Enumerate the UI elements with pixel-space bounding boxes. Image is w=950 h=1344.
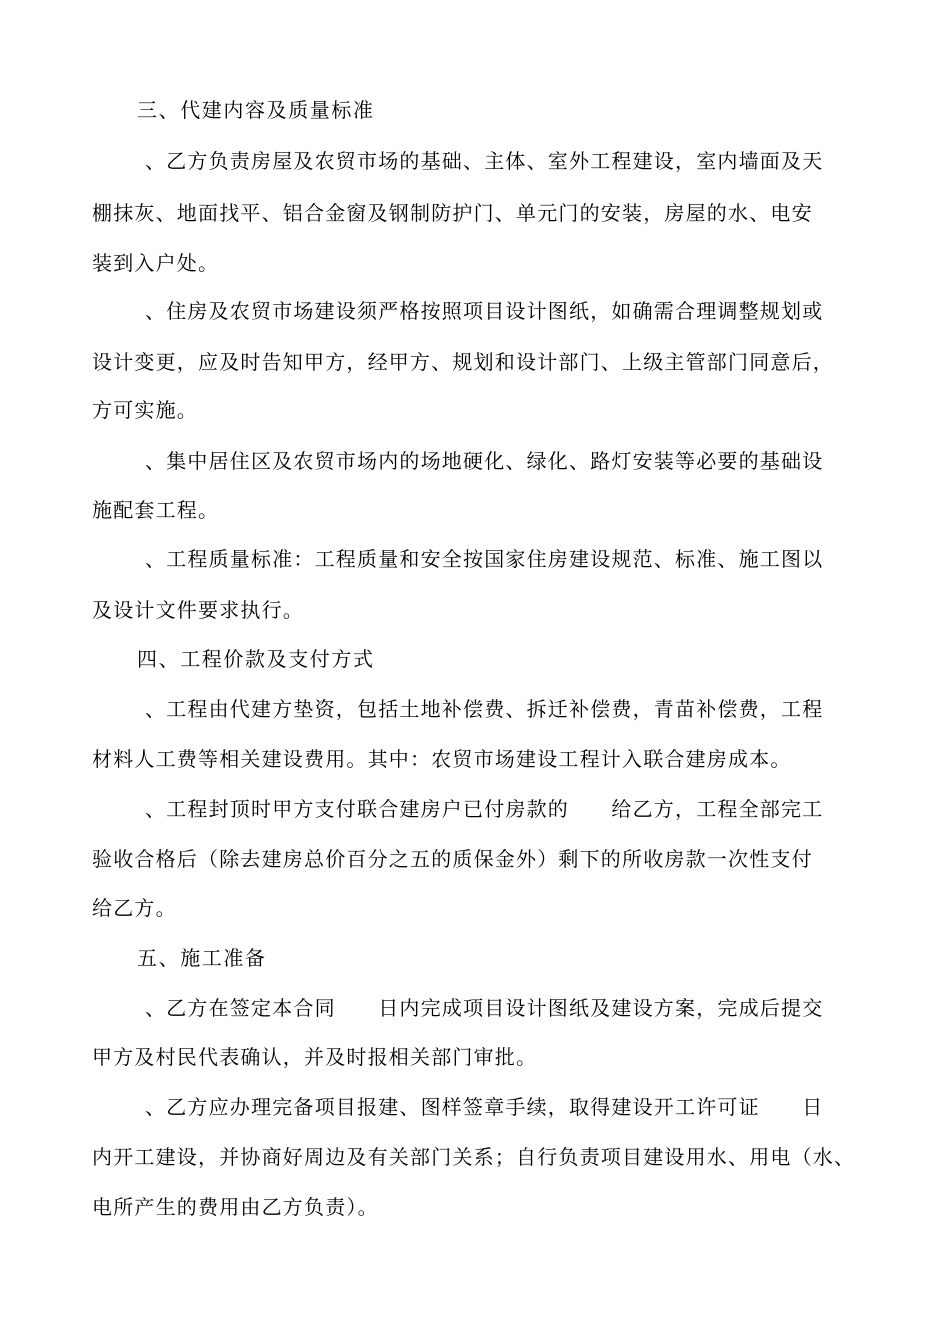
paragraph-line: 验收合格后（除去建房总价百分之五的质保金外）剩下的所收房款一次性支付 bbox=[92, 847, 813, 871]
paragraph-line: 设计变更，应及时告知甲方，经甲方、规划和设计部门、上级主管部门同意后， bbox=[92, 350, 834, 374]
paragraph-line: 给乙方。 bbox=[92, 896, 177, 920]
paragraph-line: 装到入户处。 bbox=[92, 251, 220, 275]
paragraph-line: 、集中居住区及农贸市场内的场地硬化、绿化、路灯安装等必要的基础设 bbox=[145, 449, 824, 473]
paragraph-line: 、工程封顶时甲方支付联合建房户已付房款的 给乙方，工程全部完工 bbox=[145, 797, 824, 821]
paragraph-line: 及设计文件要求执行。 bbox=[92, 598, 304, 622]
paragraph-line: 棚抹灰、地面找平、铝合金窗及钢制防护门、单元门的安装，房屋的水、电安 bbox=[92, 201, 813, 225]
section-heading-5: 五、施工准备 bbox=[137, 946, 267, 970]
paragraph-line: 方可实施。 bbox=[92, 398, 198, 422]
paragraph-line: 内开工建设，并协商好周边及有关部门关系；自行负责项目建设用水、用电（水、 bbox=[92, 1145, 856, 1169]
paragraph-line: 、乙方负责房屋及农贸市场的基础、主体、室外工程建设，室内墙面及天 bbox=[145, 149, 824, 173]
paragraph-line: 、工程质量标准：工程质量和安全按国家住房建设规范、标准、施工图以 bbox=[145, 547, 824, 571]
paragraph-line: 、工程由代建方垫资，包括土地补偿费、拆迁补偿费，青苗补偿费，工程 bbox=[145, 697, 824, 721]
paragraph-line: 材料人工费等相关建设费用。其中：农贸市场建设工程计入联合建房成本。 bbox=[92, 747, 792, 771]
section-heading-4: 四、工程价款及支付方式 bbox=[137, 647, 375, 671]
paragraph-line: 、乙方在签定本合同 日内完成项目设计图纸及建设方案，完成后提交 bbox=[145, 996, 824, 1020]
paragraph-line: 电所产生的费用由乙方负责）。 bbox=[92, 1195, 379, 1219]
paragraph-line: 、住房及农贸市场建设须严格按照项目设计图纸，如确需合理调整规划或 bbox=[145, 299, 824, 323]
paragraph-line: 施配套工程。 bbox=[92, 498, 220, 522]
section-heading-3: 三、代建内容及质量标准 bbox=[137, 98, 375, 122]
paragraph-line: 甲方及村民代表确认，并及时报相关部门审批。 bbox=[92, 1045, 538, 1069]
paragraph-line: 、乙方应办理完备项目报建、图样签章手续，取得建设开工许可证 日 bbox=[145, 1095, 824, 1119]
